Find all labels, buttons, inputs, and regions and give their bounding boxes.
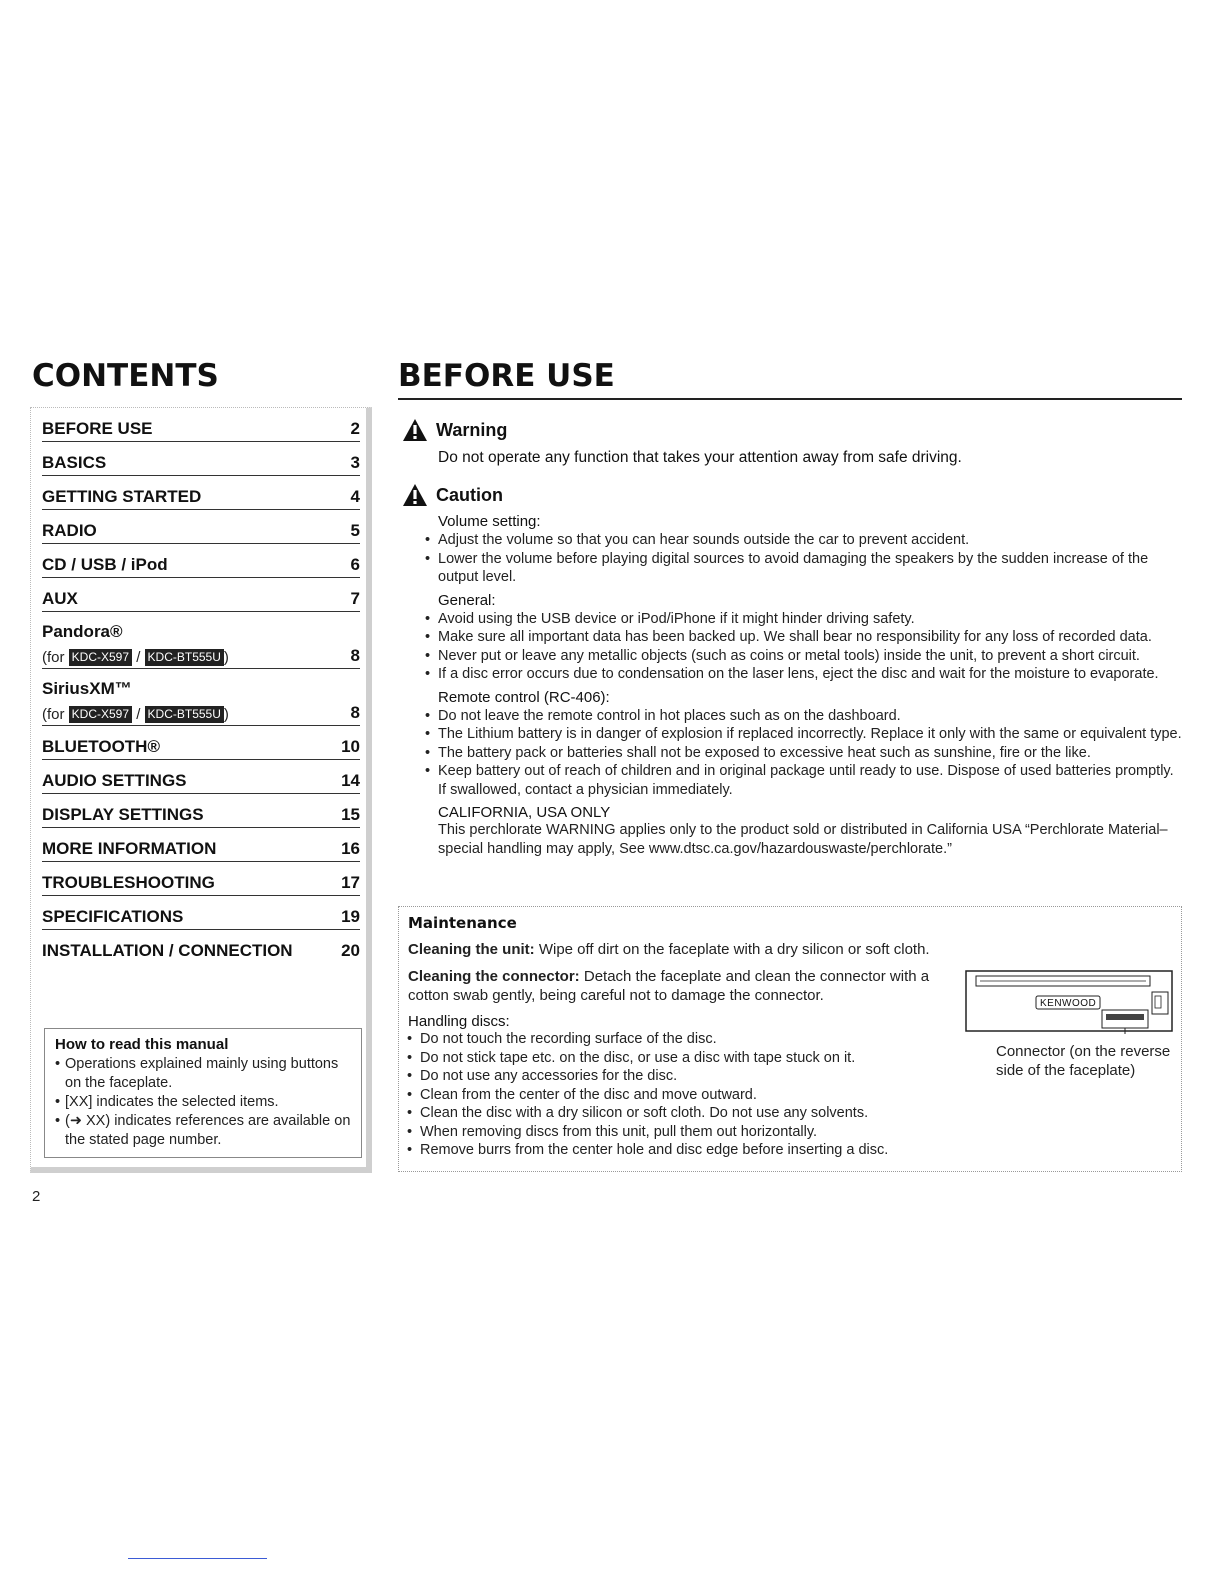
list-item: • Do not touch the recording surface of the disc. <box>404 1030 964 1049</box>
toc-page: 5 <box>350 521 360 540</box>
toc-label: CD / USB / iPod <box>42 555 168 574</box>
toc-item[interactable] <box>42 550 360 578</box>
list-item: • The Lithium battery is in danger of explosion if replaced incorrectly. Replace it only with the same or equivalent type. <box>422 725 1182 744</box>
toc-item[interactable] <box>42 766 360 794</box>
list-item: • Lower the volume before playing digital sources to avoid damaging the speakers by the sudden increase of the output level. <box>422 550 1182 587</box>
list-item: • Remove burrs from the center hole and disc edge before inserting a disc. <box>404 1141 964 1160</box>
california-text: This perchlorate WARNING applies only to the product sold or distributed in California USA “Perchlorate Material–special handling may apply, See www.dtsc.ca.gov/hazardouswaste/perchlorate.” <box>438 822 1168 857</box>
toc-item[interactable] <box>42 618 360 669</box>
toc-item[interactable] <box>42 800 360 828</box>
toc-label: SiriusXM™ <box>42 679 132 698</box>
toc-item[interactable] <box>42 936 360 963</box>
handling-discs-section <box>404 1013 964 1160</box>
toc-item[interactable] <box>42 902 360 930</box>
toc-item[interactable] <box>42 868 360 896</box>
toc-page: 2 <box>350 419 360 438</box>
volume-setting-heading: Volume setting: <box>438 513 541 530</box>
toc-model-note <box>42 706 229 723</box>
toc-item[interactable] <box>42 516 360 544</box>
cleaning-unit-text: Wipe off dirt on the faceplate with a dry silicon or soft cloth. <box>534 941 930 958</box>
toc-label: AUDIO SETTINGS <box>42 771 187 790</box>
handling-discs-heading: Handling discs: <box>408 1013 510 1030</box>
maintenance-heading: Maintenance <box>408 914 517 932</box>
warning-text: Do not operate any function that takes your attention away from safe driving. <box>438 449 962 466</box>
toc-page: 6 <box>350 555 360 574</box>
faceplate-figure <box>964 968 1174 1034</box>
model-note-prefix: (for <box>42 649 69 666</box>
title-rule <box>398 398 1182 400</box>
toc-label: BASICS <box>42 453 107 472</box>
toc-label: DISPLAY SETTINGS <box>42 805 204 824</box>
how-to-read-title: How to read this manual <box>55 1036 229 1053</box>
toc-label: RADIO <box>42 521 97 540</box>
toc-item[interactable] <box>42 448 360 476</box>
toc-item[interactable] <box>42 675 360 726</box>
page-number: 2 <box>32 1188 41 1205</box>
warning-heading-row <box>402 418 507 442</box>
footer-line <box>128 1558 267 1559</box>
before-use-title: BEFORE USE <box>398 358 615 394</box>
toc-page: 8 <box>350 703 360 722</box>
model-note-suffix: ) <box>223 706 229 723</box>
model-tag: KDC-X597 <box>69 706 132 723</box>
list-item: • (➜ XX) indicates references are available on the stated page number. <box>55 1112 351 1150</box>
toc-item[interactable] <box>42 584 360 612</box>
list-item: • If a disc error occurs due to condensation on the laser lens, eject the disc and wait for the moisture to evaporate. <box>422 665 1182 684</box>
toc-model-note <box>42 649 229 666</box>
caution-triangle-icon <box>402 483 428 507</box>
toc-page: 3 <box>350 453 360 472</box>
california-heading: CALIFORNIA, USA ONLY <box>438 804 611 821</box>
list-item: • Do not leave the remote control in hot places such as on the dashboard. <box>422 707 1182 726</box>
list-item: • Do not use any accessories for the disc. <box>404 1067 964 1086</box>
model-separator: / <box>136 649 145 666</box>
toc-page: 15 <box>341 805 360 824</box>
toc-label: BLUETOOTH® <box>42 737 160 756</box>
toc-label: SPECIFICATIONS <box>42 907 184 926</box>
model-tag: KDC-X597 <box>69 649 132 666</box>
warning-triangle-icon <box>402 418 428 442</box>
toc-page: 10 <box>341 737 360 756</box>
toc-page: 8 <box>350 646 360 665</box>
toc-page: 4 <box>350 487 360 506</box>
toc-label: MORE INFORMATION <box>42 839 217 858</box>
caution-heading: Caution <box>436 484 503 505</box>
contents-title: CONTENTS <box>32 358 219 394</box>
faceplate-brand-label: KENWOOD <box>1040 998 1097 1009</box>
toc-item[interactable] <box>42 414 360 442</box>
toc-label: INSTALLATION / CONNECTION <box>42 941 293 960</box>
toc-page: 7 <box>350 589 360 608</box>
toc-page: 14 <box>341 771 360 790</box>
toc-item[interactable] <box>42 834 360 862</box>
list-item: • Avoid using the USB device or iPod/iPhone if it might hinder driving safety. <box>422 610 1182 629</box>
list-item: • Never put or leave any metallic objects (such as coins or metal tools) inside the unit, to prevent a short circuit. <box>422 647 1182 666</box>
list-item: • Keep battery out of reach of children and in original package until ready to use. Dispose of used batteries promptly. If swallowed, contact a physician immediately. <box>422 762 1182 799</box>
toc-page: 20 <box>341 941 360 960</box>
model-note-prefix: (for <box>42 706 69 723</box>
caution-heading-row <box>402 483 503 507</box>
model-tag: KDC-BT555U <box>145 706 224 723</box>
cleaning-connector-line <box>408 967 948 1005</box>
model-tag: KDC-BT555U <box>145 649 224 666</box>
toc-label: GETTING STARTED <box>42 487 202 506</box>
list-item: • Adjust the volume so that you can hear sounds outside the car to prevent accident. <box>422 531 1182 550</box>
list-item: • Clean the disc with a dry silicon or soft cloth. Do not use any solvents. <box>404 1104 964 1123</box>
warning-heading: Warning <box>436 419 508 440</box>
toc-label: BEFORE USE <box>42 419 153 438</box>
toc-item[interactable] <box>42 732 360 760</box>
list-item: • Operations explained mainly using buttons on the faceplate. <box>55 1055 351 1093</box>
general-heading: General: <box>438 591 496 609</box>
toc-label: TROUBLESHOOTING <box>42 873 215 892</box>
cleaning-connector-text: Detach the faceplate and clean the connector with a cotton swab gently, being careful not to damage the connector. <box>408 968 930 1004</box>
toc-page: 17 <box>341 873 360 892</box>
toc-item[interactable] <box>42 482 360 510</box>
toc-label: Pandora® <box>42 622 123 641</box>
toc-label: AUX <box>42 589 78 608</box>
list-item: • The battery pack or batteries shall not be exposed to excessive heat such as sunshine, fire or the like. <box>422 744 1182 763</box>
list-item: • Do not stick tape etc. on the disc, or use a disc with tape stuck on it. <box>404 1049 964 1068</box>
caution-body <box>422 513 1182 858</box>
model-note-suffix: ) <box>223 649 229 666</box>
list-item: • Make sure all important data has been backed up. We shall bear no responsibility for any loss of recorded data. <box>422 628 1182 647</box>
model-separator: / <box>136 706 145 723</box>
cleaning-connector-label: Cleaning the connector: <box>408 968 580 985</box>
list-item: • [XX] indicates the selected items. <box>55 1093 351 1112</box>
toc-page: 19 <box>341 907 360 926</box>
how-to-read-box <box>44 1028 362 1158</box>
faceplate-caption: Connector (on the reverse side of the faceplate) <box>996 1043 1171 1079</box>
list-item: • When removing discs from this unit, pull them out horizontally. <box>404 1123 964 1142</box>
cleaning-unit-label: Cleaning the unit: <box>408 941 535 958</box>
list-item: • Clean from the center of the disc and move outward. <box>404 1086 964 1105</box>
cleaning-unit-line <box>408 940 968 959</box>
remote-control-heading: Remote control (RC-406): <box>438 688 610 706</box>
toc-page: 16 <box>341 839 360 858</box>
